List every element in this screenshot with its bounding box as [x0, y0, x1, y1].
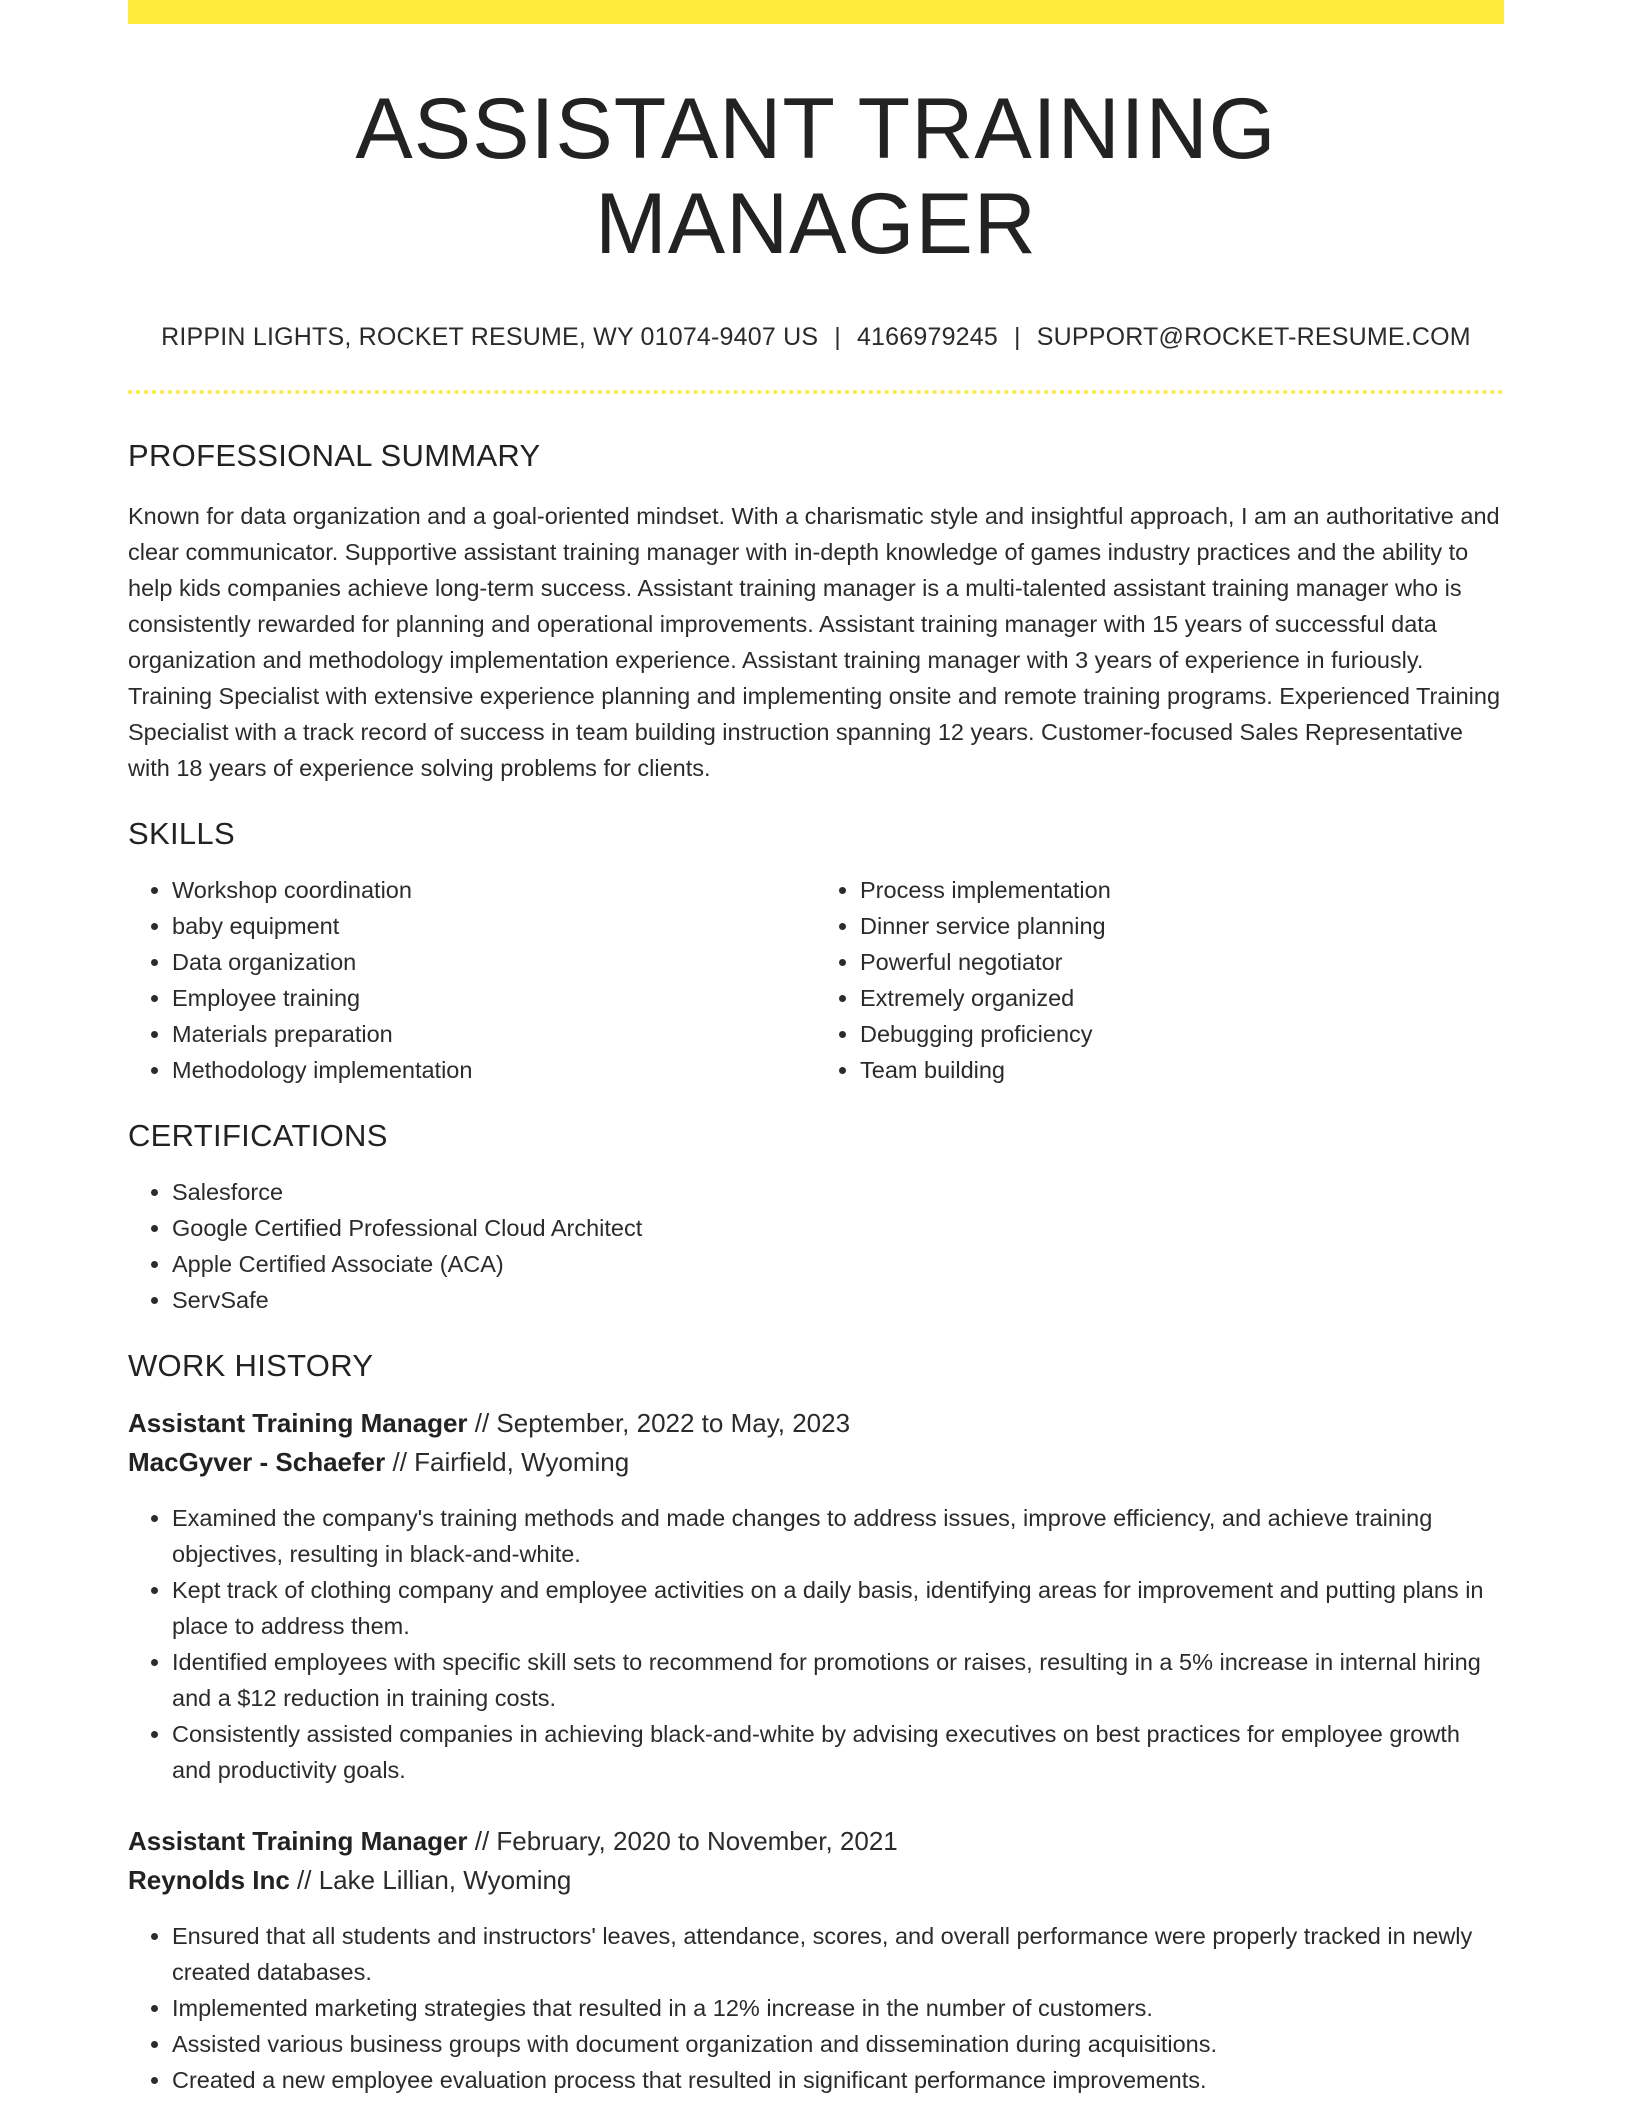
contact-address: RIPPIN LIGHTS, ROCKET RESUME, WY 01074-9407 US [161, 323, 819, 352]
certification-item: • Salesforce [172, 1174, 1504, 1210]
contact-phone: 4166979245 [856, 323, 998, 352]
job-bullet: • Identified employees with specific skill sets to recommend for promotions or raises, resulting in a 5% increase in internal hiring and a $12 reduction in training costs. [172, 1644, 1504, 1716]
job-bullet: • Implemented marketing strategies that resulted in a 12% increase in the number of customers. [172, 1990, 1504, 2026]
job-dates: // February, 2020 to November, 2021 [467, 1826, 898, 1857]
job-entry [128, 1404, 1504, 1788]
skill-item: • Extremely organized [860, 980, 1504, 1016]
skill-item: • Process implementation [860, 872, 1504, 908]
skills-list-left [128, 872, 816, 1088]
summary-text: Known for data organization and a goal-oriented mindset. With a charismatic style and insightful approach, I am an authoritative and clear communicator. Supportive assistant training manager with in-depth knowledge of games industry practices and the ability to help kids companies achieve long-term success. Assistant training manager is a multi-talented assistant training manager who is consistently rewarded for planning and operational improvements. Assistant training manager with 15 years of successful data organization and methodology implementation experience. Assistant training manager with 3 years of experience in furiously. Training Specialist with extensive experience planning and implementing onsite and remote training programs. Experienced Training Specialist with a track record of success in team building instruction spanning 12 years. Customer-focused Sales Representative with 18 years of experience solving problems for clients. [128, 503, 1501, 782]
job-bullet: • Kept track of clothing company and employee activities on a daily basis, identifying areas for improvement and putting plans in place to address them. [172, 1572, 1504, 1644]
job-title-line [128, 1822, 1504, 1861]
skill-item: • Methodology implementation [172, 1052, 816, 1088]
skill-item: • Employee training [172, 980, 816, 1016]
contact-separator: | [1014, 323, 1021, 352]
section-divider [128, 390, 1504, 394]
job-dates: // September, 2022 to May, 2023 [467, 1408, 851, 1439]
work-history-heading: WORK HISTORY [128, 1348, 374, 1384]
job-location: // Lake Lillian, Wyoming [289, 1865, 572, 1896]
contact-separator: | [834, 323, 841, 352]
job-role: Assistant Training Manager [128, 1826, 468, 1857]
skill-item: • Dinner service planning [860, 908, 1504, 944]
resume-page [128, 0, 1504, 2098]
job-bullet: • Created a new employee evaluation process that resulted in significant performance improvements. [172, 2062, 1504, 2098]
summary-heading: PROFESSIONAL SUMMARY [128, 438, 541, 474]
job-bullets [128, 1918, 1504, 2098]
skill-item: • Team building [860, 1052, 1504, 1088]
skills-list-right [816, 872, 1504, 1088]
job-company-line [128, 1443, 1504, 1482]
job-company-line [128, 1861, 1504, 1900]
skill-item: • baby equipment [172, 908, 816, 944]
job-company: MacGyver - Schaefer [128, 1447, 386, 1478]
contact-line [128, 323, 1504, 352]
job-company: Reynolds Inc [128, 1865, 290, 1896]
certification-item: • ServSafe [172, 1282, 1504, 1318]
skill-item: • Data organization [172, 944, 816, 980]
job-title-line [128, 1404, 1504, 1443]
job-bullet: • Ensured that all students and instructors' leaves, attendance, scores, and overall performance were properly tracked in newly created databases. [172, 1918, 1504, 1990]
job-bullet: • Examined the company's training methods and made changes to address issues, improve efficiency, and achieve training objectives, resulting in black-and-white. [172, 1500, 1504, 1572]
certifications-heading: CERTIFICATIONS [128, 1118, 388, 1154]
job-role: Assistant Training Manager [128, 1408, 468, 1439]
certification-item: • Apple Certified Associate (ACA) [172, 1246, 1504, 1282]
job-location: // Fairfield, Wyoming [385, 1447, 630, 1478]
skill-item: • Debugging proficiency [860, 1016, 1504, 1052]
skill-item: • Workshop coordination [172, 872, 816, 908]
job-bullet: • Assisted various business groups with document organization and dissemination during acquisitions. [172, 2026, 1504, 2062]
skills-heading: SKILLS [128, 816, 235, 852]
job-entry [128, 1822, 1504, 2098]
skill-item: • Powerful negotiator [860, 944, 1504, 980]
certification-item: • Google Certified Professional Cloud Architect [172, 1210, 1504, 1246]
job-bullets [128, 1500, 1504, 1788]
job-bullet: • Consistently assisted companies in achieving black-and-white by advising executives on best practices for employee growth and productivity goals. [172, 1716, 1504, 1788]
page-title: ASSISTANT TRAINING MANAGER [355, 81, 1277, 272]
skill-item: • Materials preparation [172, 1016, 816, 1052]
certifications-list [128, 1174, 1504, 1318]
accent-bar [128, 0, 1504, 24]
skills-grid [128, 872, 1504, 1088]
contact-email: SUPPORT@ROCKET-RESUME.COM [1036, 323, 1471, 352]
